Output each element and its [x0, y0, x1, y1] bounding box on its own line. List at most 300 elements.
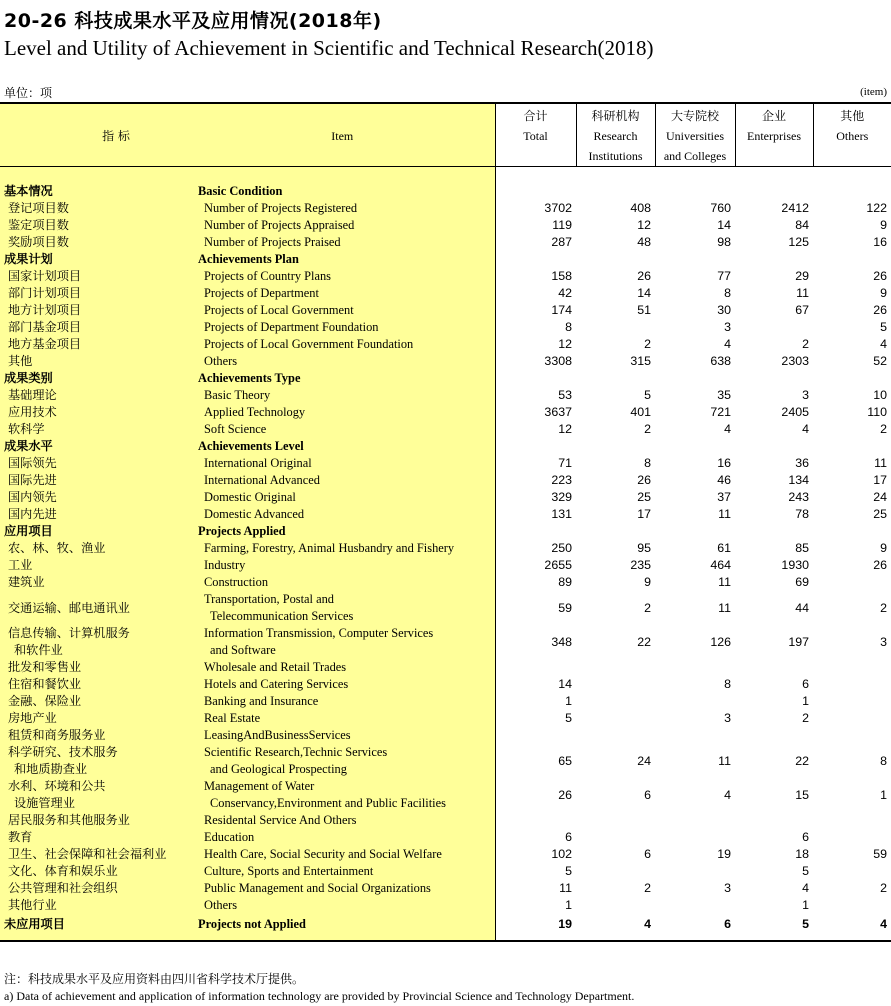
- header-total: [495, 103, 576, 167]
- header-ent-cn: 企业: [761, 109, 786, 123]
- cell-total: 5: [565, 711, 572, 725]
- cell-total: 287: [551, 235, 572, 249]
- row-label-en: Health Care, Social Security and Social Welfare: [196, 846, 495, 863]
- cell-total: 1: [565, 898, 572, 912]
- row-label-en: Others: [196, 353, 495, 370]
- table-row: [0, 829, 891, 846]
- cell-total: 71: [558, 456, 572, 470]
- cell-total: 59: [558, 600, 572, 615]
- row-label-cn: 国际领先: [0, 455, 196, 472]
- cell-total: 42: [558, 286, 572, 300]
- cell-enterprises: 2: [802, 711, 809, 725]
- row-label-en-line2: and Geological Prospecting: [210, 762, 347, 776]
- row-label-en: Projects not Applied: [196, 914, 495, 941]
- table-row: [0, 540, 891, 557]
- row-label-en: Others: [196, 897, 495, 914]
- cell-universities: 8: [724, 677, 731, 691]
- cell-research: [576, 438, 655, 455]
- row-label-en: Banking and Insurance: [196, 693, 495, 710]
- section-row: [0, 251, 891, 268]
- cell-research: [576, 812, 655, 829]
- row-label-en: [196, 591, 495, 625]
- row-label-en: Achievements Plan: [196, 251, 495, 268]
- cell-total: 223: [551, 473, 572, 487]
- row-label-cn: 国内先进: [0, 506, 196, 523]
- header-item: [196, 103, 495, 167]
- table-row: [0, 217, 891, 234]
- cell-total: 26: [558, 787, 572, 802]
- table-row: [0, 846, 891, 863]
- cell-others: 17: [873, 473, 887, 487]
- cell-total: 131: [551, 507, 572, 521]
- cell-research: 8: [644, 456, 651, 470]
- cell-universities: 638: [710, 354, 731, 368]
- header-others: [813, 103, 891, 167]
- cell-total: 6: [565, 830, 572, 844]
- cell-research: 315: [630, 354, 651, 368]
- cell-others: 52: [873, 354, 887, 368]
- row-label-cn: 国际先进: [0, 472, 196, 489]
- cell-enterprises: [735, 812, 813, 829]
- cell-total: 12: [558, 422, 572, 436]
- cell-research: 14: [637, 286, 651, 300]
- row-label-en: Residental Service And Others: [196, 812, 495, 829]
- cell-research: 12: [637, 218, 651, 232]
- cell-others: [813, 897, 891, 914]
- row-label-cn: [0, 778, 196, 812]
- row-label-cn: 农、林、牧、渔业: [0, 540, 196, 557]
- row-label-en: International Advanced: [196, 472, 495, 489]
- header-universities: [655, 103, 735, 167]
- table-row: [0, 489, 891, 506]
- cell-research: [576, 251, 655, 268]
- cell-universities: 11: [718, 507, 731, 521]
- row-label-cn: 成果水平: [0, 438, 196, 455]
- cell-enterprises: 36: [795, 456, 809, 470]
- cell-enterprises: 15: [795, 787, 809, 802]
- row-label-cn-line1: 水利、环境和公共: [8, 779, 106, 793]
- cell-universities: 760: [710, 201, 731, 215]
- row-label-cn-line1: 信息传输、计算机服务: [8, 626, 130, 640]
- cell-others: [813, 693, 891, 710]
- cell-others: 16: [873, 235, 887, 249]
- cell-total: 11: [559, 881, 572, 895]
- cell-others: [813, 251, 891, 268]
- header-total-en: Total: [523, 129, 548, 143]
- cell-research: [576, 319, 655, 336]
- header-research-en-1: Research: [593, 129, 638, 143]
- cell-universities: [655, 659, 735, 676]
- cell-total: 2655: [544, 558, 572, 572]
- cell-others: 24: [873, 490, 887, 504]
- section-row: [0, 370, 891, 387]
- cell-research: 401: [630, 405, 651, 419]
- unit-label-en: (item): [860, 86, 887, 98]
- cell-enterprises: [735, 438, 813, 455]
- table-row: [0, 897, 891, 914]
- cell-research: [576, 897, 655, 914]
- table-row: [0, 659, 891, 676]
- cell-universities: 721: [710, 405, 731, 419]
- cell-enterprises: [735, 319, 813, 336]
- footnote-cn: 注：科技成果水平及应用资料由四川省科学技术厅提供。: [4, 972, 305, 986]
- table-row: [0, 285, 891, 302]
- cell-enterprises: 2412: [781, 201, 809, 215]
- row-label-cn: 居民服务和其他服务业: [0, 812, 196, 829]
- table-row: [0, 200, 891, 217]
- row-label-cn: 部门基金项目: [0, 319, 196, 336]
- cell-enterprises: 18: [795, 847, 809, 861]
- row-label-en: Achievements Level: [196, 438, 495, 455]
- cell-research: [576, 863, 655, 880]
- table-row: [0, 234, 891, 251]
- row-label-cn: 应用技术: [0, 404, 196, 421]
- header-ent-en: Enterprises: [747, 129, 801, 143]
- row-label-en: Applied Technology: [196, 404, 495, 421]
- cell-enterprises: 69: [795, 575, 809, 589]
- row-label-en: Education: [196, 829, 495, 846]
- cell-others: 26: [873, 303, 887, 317]
- cell-universities: 11: [718, 753, 731, 768]
- cell-others: [813, 370, 891, 387]
- cell-others: 2: [880, 422, 887, 436]
- table-row: [0, 676, 891, 693]
- cell-total: 250: [551, 541, 572, 555]
- cell-universities: [655, 523, 735, 540]
- table-row: [0, 319, 891, 336]
- cell-others: 2: [880, 600, 887, 615]
- cell-enterprises: 134: [788, 473, 809, 487]
- cell-others: 9: [880, 286, 887, 300]
- header-univ-cn: 大专院校: [670, 109, 719, 123]
- header-total-cn: 合计: [523, 109, 548, 123]
- row-label-cn: 基本情况: [0, 183, 196, 200]
- cell-research: [576, 829, 655, 846]
- cell-enterprises: 67: [795, 303, 809, 317]
- cell-research: 51: [637, 303, 651, 317]
- cell-research: 26: [637, 269, 651, 283]
- cell-others: 110: [867, 405, 887, 419]
- row-label-en: Construction: [196, 574, 495, 591]
- table-row: [0, 693, 891, 710]
- cell-research: 25: [637, 490, 651, 504]
- row-label-en: Public Management and Social Organizations: [196, 880, 495, 897]
- table-row: [0, 574, 891, 591]
- cell-total: 19: [495, 914, 576, 941]
- table-row: [0, 744, 891, 778]
- cell-research: 24: [637, 753, 651, 768]
- cell-enterprises: 44: [795, 600, 809, 615]
- table-row: [0, 863, 891, 880]
- cell-universities: 77: [717, 269, 731, 283]
- cell-others: [813, 659, 891, 676]
- cell-research: 6: [644, 847, 651, 861]
- cell-others: [813, 183, 891, 200]
- cell-others: 5: [880, 320, 887, 334]
- cell-enterprises: [735, 183, 813, 200]
- cell-enterprises: 3: [802, 388, 809, 402]
- row-label-en: Domestic Advanced: [196, 506, 495, 523]
- row-label-cn-line2: 和软件业: [14, 643, 63, 657]
- row-label-en: Domestic Original: [196, 489, 495, 506]
- row-label-en: International Original: [196, 455, 495, 472]
- page-title-en: Level and Utility of Achievement in Scientific and Technical Research(2018): [4, 36, 654, 60]
- cell-universities: [655, 370, 735, 387]
- header-univ-en-2: and Colleges: [663, 149, 727, 163]
- cell-enterprises: [735, 727, 813, 744]
- cell-others: [813, 829, 891, 846]
- cell-research: 2: [644, 881, 651, 895]
- cell-research: [576, 659, 655, 676]
- table-row: [0, 914, 891, 941]
- row-label-cn: [0, 744, 196, 778]
- cell-universities: [655, 183, 735, 200]
- cell-total: 53: [558, 388, 572, 402]
- table-row: [0, 421, 891, 438]
- header-univ-en-1: Universities: [666, 129, 724, 143]
- cell-research: 2: [644, 422, 651, 436]
- cell-total: [495, 523, 576, 540]
- row-label-en: Industry: [196, 557, 495, 574]
- table-row: [0, 268, 891, 285]
- cell-total: 1: [565, 694, 572, 708]
- section-row: [0, 438, 891, 455]
- header-enterprises: [735, 103, 813, 167]
- cell-universities: [655, 829, 735, 846]
- table-row: [0, 557, 891, 574]
- cell-universities: 14: [717, 218, 731, 232]
- data-table: [0, 102, 891, 942]
- row-label-cn: 建筑业: [0, 574, 196, 591]
- cell-enterprises: [735, 370, 813, 387]
- row-label-en-line2: Conservancy,Environment and Public Facilities: [210, 796, 446, 810]
- row-label-cn: 国家计划项目: [0, 268, 196, 285]
- header-others-cn: 其他: [840, 109, 865, 123]
- spacer-row: [0, 167, 891, 184]
- cell-others: 26: [873, 269, 887, 283]
- cell-universities: 6: [655, 914, 735, 941]
- row-label-cn: 软科学: [0, 421, 196, 438]
- row-label-en-line1: Scientific Research,Technic Services: [204, 745, 388, 759]
- cell-others: [813, 523, 891, 540]
- cell-others: [813, 676, 891, 693]
- cell-universities: 61: [717, 541, 731, 555]
- cell-research: 2: [644, 337, 651, 351]
- row-label-cn: 卫生、社会保障和社会福利业: [0, 846, 196, 863]
- cell-research: 408: [630, 201, 651, 215]
- cell-enterprises: 1930: [781, 558, 809, 572]
- cell-total: [495, 183, 576, 200]
- cell-enterprises: 243: [788, 490, 809, 504]
- cell-others: [813, 438, 891, 455]
- cell-others: 2: [880, 881, 887, 895]
- row-label-cn: 工业: [0, 557, 196, 574]
- row-label-cn: 文化、体育和娱乐业: [0, 863, 196, 880]
- row-label-en: Projects of Department: [196, 285, 495, 302]
- row-label-en: LeasingAndBusinessServices: [196, 727, 495, 744]
- row-label-en: Projects of Department Foundation: [196, 319, 495, 336]
- table-row: [0, 710, 891, 727]
- row-label-en: Wholesale and Retail Trades: [196, 659, 495, 676]
- cell-research: [576, 676, 655, 693]
- row-label-cn: [0, 625, 196, 659]
- row-label-en-line2: Telecommunication Services: [210, 609, 354, 623]
- cell-others: [813, 812, 891, 829]
- cell-universities: 16: [717, 456, 731, 470]
- row-label-en: [196, 625, 495, 659]
- cell-enterprises: 125: [788, 235, 809, 249]
- cell-universities: 126: [710, 634, 731, 649]
- cell-enterprises: [735, 523, 813, 540]
- cell-universities: 11: [718, 600, 731, 615]
- cell-universities: 11: [718, 575, 731, 589]
- row-label-en: Number of Projects Appraised: [196, 217, 495, 234]
- row-label-cn: 其他行业: [0, 897, 196, 914]
- cell-total: 89: [558, 575, 572, 589]
- cell-total: [495, 370, 576, 387]
- cell-universities: [655, 812, 735, 829]
- row-label-en: Soft Science: [196, 421, 495, 438]
- section-row: [0, 523, 891, 540]
- row-label-en: Projects of Local Government Foundation: [196, 336, 495, 353]
- cell-universities: [655, 251, 735, 268]
- cell-research: 2: [644, 600, 651, 615]
- row-label-cn: 国内领先: [0, 489, 196, 506]
- cell-universities: 3: [724, 881, 731, 895]
- row-label-cn-line2: 和地质勘查业: [14, 762, 88, 776]
- cell-others: [813, 727, 891, 744]
- row-label-en: Culture, Sports and Entertainment: [196, 863, 495, 880]
- cell-total: [495, 812, 576, 829]
- row-label-en: Number of Projects Registered: [196, 200, 495, 217]
- cell-others: 4: [880, 337, 887, 351]
- cell-total: [495, 659, 576, 676]
- row-label-cn: 鉴定项目数: [0, 217, 196, 234]
- row-label-cn: 成果计划: [0, 251, 196, 268]
- cell-universities: 98: [717, 235, 731, 249]
- table-row: [0, 336, 891, 353]
- cell-enterprises: 11: [796, 286, 809, 300]
- row-label-cn: 未应用项目: [0, 914, 196, 941]
- cell-others: [813, 574, 891, 591]
- cell-research: 4: [576, 914, 655, 941]
- row-label-cn: 批发和零售业: [0, 659, 196, 676]
- header-item-label: Item: [331, 129, 354, 143]
- cell-enterprises: 1: [802, 898, 809, 912]
- cell-enterprises: 5: [735, 914, 813, 941]
- cell-research: [576, 727, 655, 744]
- cell-research: 9: [644, 575, 651, 589]
- cell-enterprises: 6: [802, 677, 809, 691]
- cell-enterprises: [735, 659, 813, 676]
- header-indicator-label: 指 标: [102, 129, 130, 143]
- cell-universities: 4: [724, 337, 731, 351]
- row-label-cn: 基础理论: [0, 387, 196, 404]
- table-body: [0, 167, 891, 942]
- cell-others: 10: [873, 388, 887, 402]
- cell-others: [813, 710, 891, 727]
- cell-enterprises: 2303: [781, 354, 809, 368]
- row-label-cn: 成果类别: [0, 370, 196, 387]
- cell-total: 5: [565, 864, 572, 878]
- row-label-en: [196, 744, 495, 778]
- table-row: [0, 812, 891, 829]
- cell-total: [495, 251, 576, 268]
- cell-enterprises: 5: [802, 864, 809, 878]
- row-label-en: Basic Theory: [196, 387, 495, 404]
- cell-universities: 35: [717, 388, 731, 402]
- row-label-cn: 住宿和餐饮业: [0, 676, 196, 693]
- header-research-cn: 科研机构: [591, 109, 640, 123]
- cell-research: 26: [637, 473, 651, 487]
- row-label-en-line1: Transportation, Postal and: [204, 592, 334, 606]
- cell-universities: 3: [724, 711, 731, 725]
- cell-research: 22: [637, 634, 651, 649]
- row-label-en-line1: Management of Water: [204, 779, 315, 793]
- cell-research: 6: [644, 787, 651, 802]
- row-label-cn: 登记项目数: [0, 200, 196, 217]
- table-row: [0, 591, 891, 625]
- row-label-cn: 奖励项目数: [0, 234, 196, 251]
- cell-universities: 30: [717, 303, 731, 317]
- row-label-cn-line1: 交通运输、邮电通讯业: [8, 600, 130, 615]
- table-row: [0, 455, 891, 472]
- row-label-cn: 部门计划项目: [0, 285, 196, 302]
- cell-enterprises: 22: [795, 753, 809, 768]
- table-row: [0, 353, 891, 370]
- cell-others: 9: [880, 541, 887, 555]
- cell-enterprises: 4: [802, 422, 809, 436]
- row-label-en: Basic Condition: [196, 183, 495, 200]
- table-row: [0, 387, 891, 404]
- cell-others: 8: [880, 753, 887, 768]
- cell-others: 26: [873, 558, 887, 572]
- cell-research: 48: [637, 235, 651, 249]
- row-label-en: Number of Projects Praised: [196, 234, 495, 251]
- row-label-cn: 地方基金项目: [0, 336, 196, 353]
- cell-enterprises: 85: [795, 541, 809, 555]
- cell-total: 65: [558, 753, 572, 768]
- cell-total: 119: [552, 218, 572, 232]
- cell-research: [576, 183, 655, 200]
- cell-research: [576, 693, 655, 710]
- cell-universities: 46: [717, 473, 731, 487]
- data-table-wrapper: [0, 102, 891, 942]
- cell-others: 4: [813, 914, 891, 941]
- row-label-cn-line2: 设施管理业: [14, 796, 75, 810]
- cell-research: 95: [637, 541, 651, 555]
- cell-research: [576, 710, 655, 727]
- header-indicator: [0, 103, 196, 167]
- row-label-cn: 租赁和商务服务业: [0, 727, 196, 744]
- cell-universities: 4: [724, 787, 731, 802]
- table-row: [0, 404, 891, 421]
- cell-universities: [655, 863, 735, 880]
- footnote-en: a) Data of achievement and application of information technology are provided by Provincial Science and Technology Department.: [4, 989, 635, 1003]
- cell-enterprises: 2405: [781, 405, 809, 419]
- cell-enterprises: 1: [802, 694, 809, 708]
- table-row: [0, 778, 891, 812]
- cell-universities: [655, 438, 735, 455]
- cell-universities: 3: [724, 320, 731, 334]
- cell-total: 348: [551, 634, 572, 649]
- row-label-cn: [0, 591, 196, 625]
- cell-others: [813, 863, 891, 880]
- cell-others: 9: [880, 218, 887, 232]
- cell-enterprises: 2: [802, 337, 809, 351]
- cell-others: 11: [874, 456, 887, 470]
- cell-total: 3702: [544, 201, 572, 215]
